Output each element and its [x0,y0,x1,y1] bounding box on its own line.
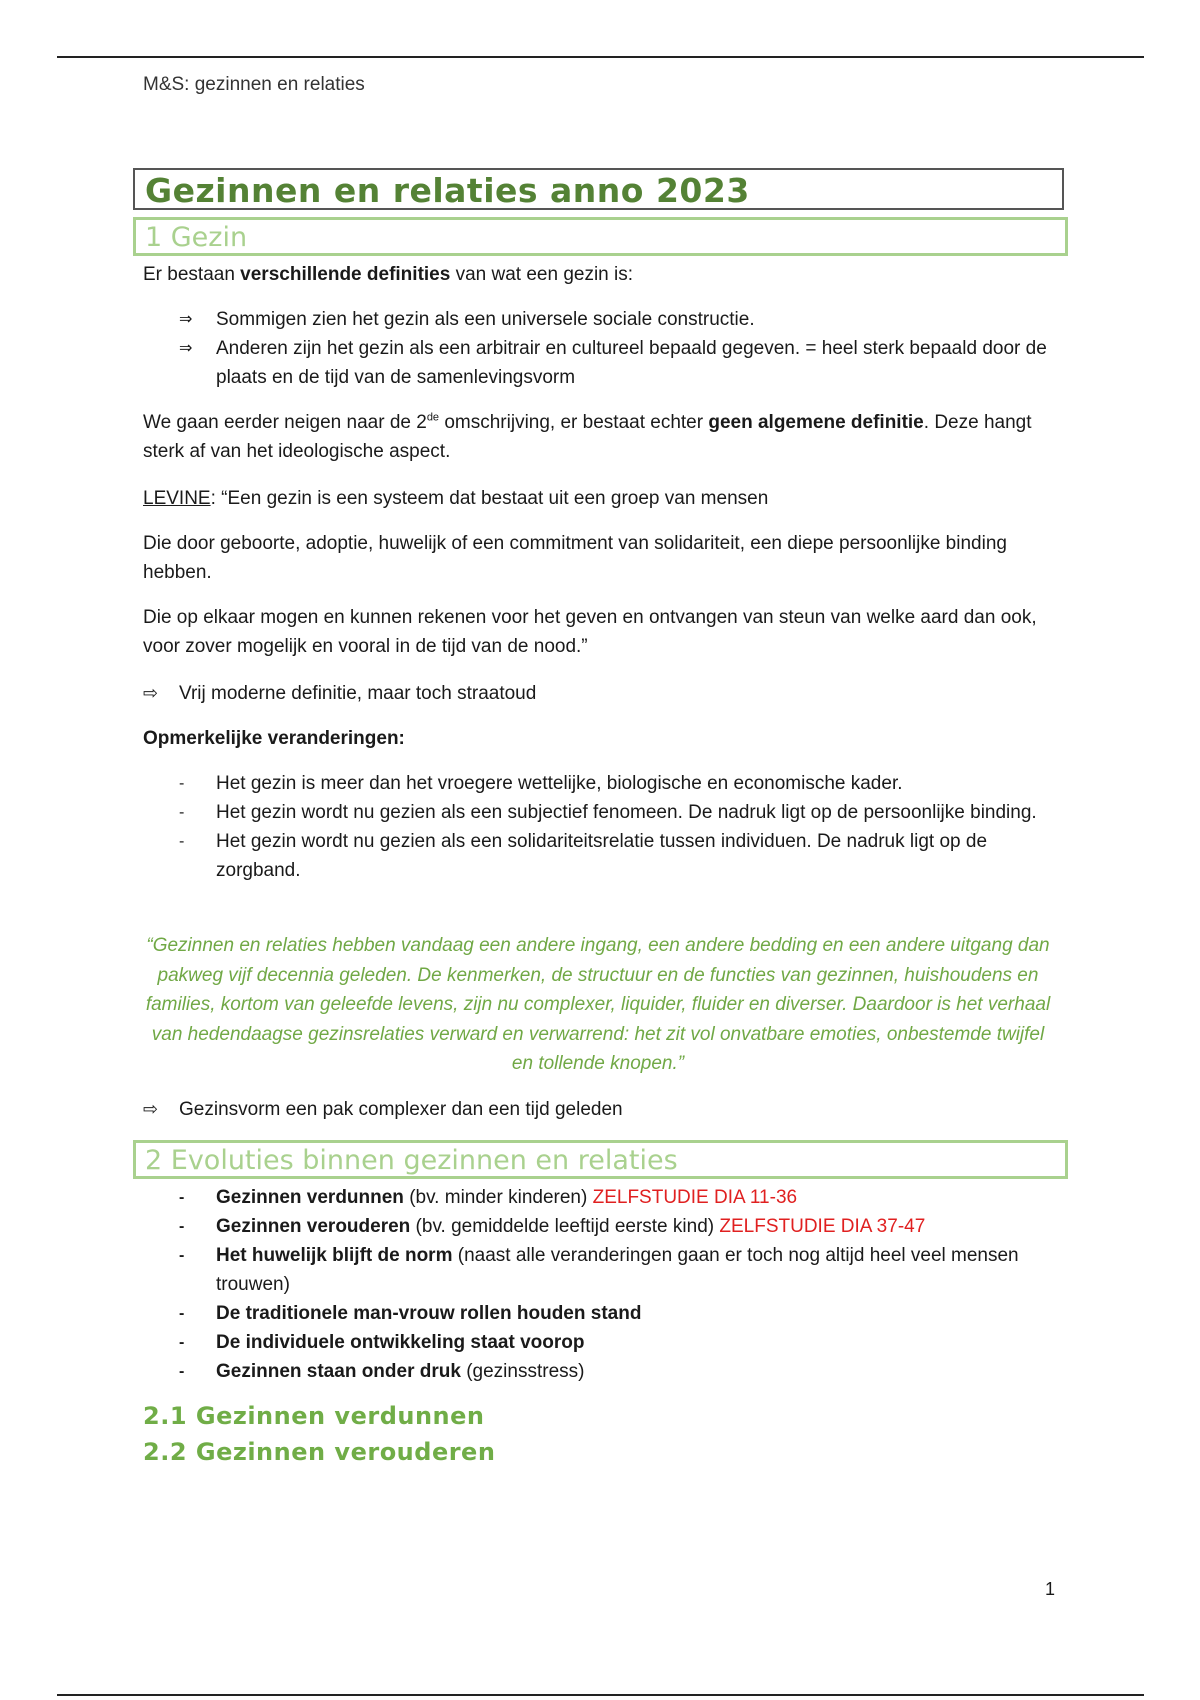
item-red-note: ZELFSTUDIE DIA 37-47 [719,1216,926,1237]
dash-marker: - [179,1305,185,1322]
item-bold: De individuele ontwikkeling staat voorop [216,1332,585,1353]
subsection-2-2-heading: 2.2 Gezinnen verouderen [143,1438,496,1466]
list-item [143,1357,1053,1386]
double-arrow-icon: ⇒ [179,340,193,357]
list-item [143,334,1053,392]
list-item-text: Het gezin wordt nu gezien als een subjectief fenomeen. De nadruk ligt op de persoonlijke binding. [216,802,1037,823]
item-bold: De traditionele man-vrouw rollen houden stand [216,1303,642,1324]
item-rest: (bv. gemiddelde leeftijd eerste kind) [410,1216,720,1237]
list-item [143,769,1053,798]
dash-marker: - [179,1334,185,1351]
intro-text-end: van wat een gezin is: [450,264,634,285]
top-rule [57,56,1144,58]
lean-bold: geen algemene definitie [708,412,924,433]
levine-paragraph-2: Die door geboorte, adoptie, huwelijk of een commitment van solidariteit, een diepe persoonlijke binding hebben. [143,533,1007,583]
page-number: 1 [1045,1579,1056,1599]
list-item [143,827,1053,885]
document-title-box [133,168,1064,210]
list-item-text: Sommigen zien het gezin als een universele sociale constructie. [216,309,755,330]
lean-paragraph [143,408,1053,466]
item-bold: Het huwelijk blijft de norm [216,1245,453,1266]
running-header: M&S: gezinnen en relaties [143,74,365,95]
changes-heading: Opmerkelijke veranderingen: [143,728,405,749]
list-item [143,1299,1053,1328]
intro-bold: verschillende definities [240,264,451,285]
list-item [143,1212,1053,1241]
list-item [143,305,1053,334]
views-list [143,305,1053,392]
lean-text-mid: omschrijving, er bestaat echter [439,412,709,433]
note-line-2 [143,1095,623,1124]
item-rest: (gezinsstress) [460,1361,585,1382]
section-1-heading-box [133,217,1068,256]
section-2-heading-box [133,1140,1068,1179]
levine-text: : “Een gezin is een systeem dat bestaat uit een groep van mensen [210,488,769,509]
lean-text-end: . Deze hangt sterk af van het ideologische aspect. [143,412,1032,462]
note-text-2: Gezinsvorm een pak complexer dan een tijd geleden [179,1099,623,1120]
dash-marker: - [179,804,185,821]
bottom-rule [57,1694,1144,1696]
list-item-text: Het gezin is meer dan het vroegere wettelijke, biologische en economische kader. [216,773,903,794]
levine-paragraph [143,484,1053,513]
intro-text: Er bestaan [143,264,241,285]
dash-marker: - [179,1363,185,1380]
item-bold: Gezinnen staan onder druk [216,1361,461,1382]
document-title: Gezinnen en relaties anno 2023 [145,171,750,210]
item-rest: (bv. minder kinderen) [403,1187,593,1208]
note-line-1 [143,679,536,708]
dash-marker: - [179,833,185,850]
item-bold: Gezinnen verouderen [216,1216,411,1237]
subsection-2-1-heading: 2.1 Gezinnen verdunnen [143,1402,485,1430]
changes-list [143,769,1053,885]
levine-paragraph-3: Die op elkaar mogen en kunnen rekenen voor het geven en ontvangen van steun van welke aard dan ook, voor zover mogelijk en vooral in de tijd van de nood.” [143,607,1037,657]
levine-name: LEVINE [143,488,211,509]
list-item [143,798,1053,827]
dash-marker: - [179,1218,185,1235]
dash-marker: - [179,1247,185,1264]
dash-marker: - [179,775,185,792]
intro-paragraph [143,260,1053,289]
section-2-heading: 2 Evoluties binnen gezinnen en relaties [145,1145,678,1176]
list-item-text: Anderen zijn het gezin als een arbitrair en cultureel bepaald gegeven. = heel sterk bepaald door de plaats en de tijd van de samenlevingsvorm [216,338,1047,388]
double-arrow-icon: ⇒ [179,311,193,328]
section-1-heading: 1 Gezin [145,222,248,253]
list-item [143,1183,1053,1212]
hollow-arrow-icon: ⇨ [143,1099,159,1119]
dash-marker: - [179,1189,185,1206]
evolutions-list [143,1183,1053,1386]
list-item-text: Het gezin wordt nu gezien als een solidariteitsrelatie tussen individuen. De nadruk ligt op de zorgband. [216,831,988,881]
lean-text: We gaan eerder neigen naar de 2 [143,412,427,433]
item-bold: Gezinnen verdunnen [216,1187,404,1208]
list-item [143,1328,1053,1357]
item-red-note: ZELFSTUDIE DIA 11-36 [592,1187,798,1208]
note-text-1: Vrij moderne definitie, maar toch straatoud [179,683,537,704]
hollow-arrow-icon: ⇨ [143,683,159,703]
list-item [143,1241,1053,1299]
ordinal-superscript: de [426,411,440,424]
item-rest: (naast alle veranderingen gaan er toch nog altijd heel veel mensen trouwen) [216,1245,1019,1295]
quote-block: “Gezinnen en relaties hebben vandaag een andere ingang, een andere bedding en een andere uitgang dan pakweg vijf decennia geleden. De kenmerken, de structuur en de functies van gezinnen, huishoudens en families, kortom van geleefde levens, zijn nu complexer, liquider, fluider en diverser. Daardoor is het verhaal van hedendaagse gezinsrelaties verward en verwarrend: het zit vol onvatbare emoties, onbestemde twijfel en tollende knopen.” [145,935,1051,1074]
